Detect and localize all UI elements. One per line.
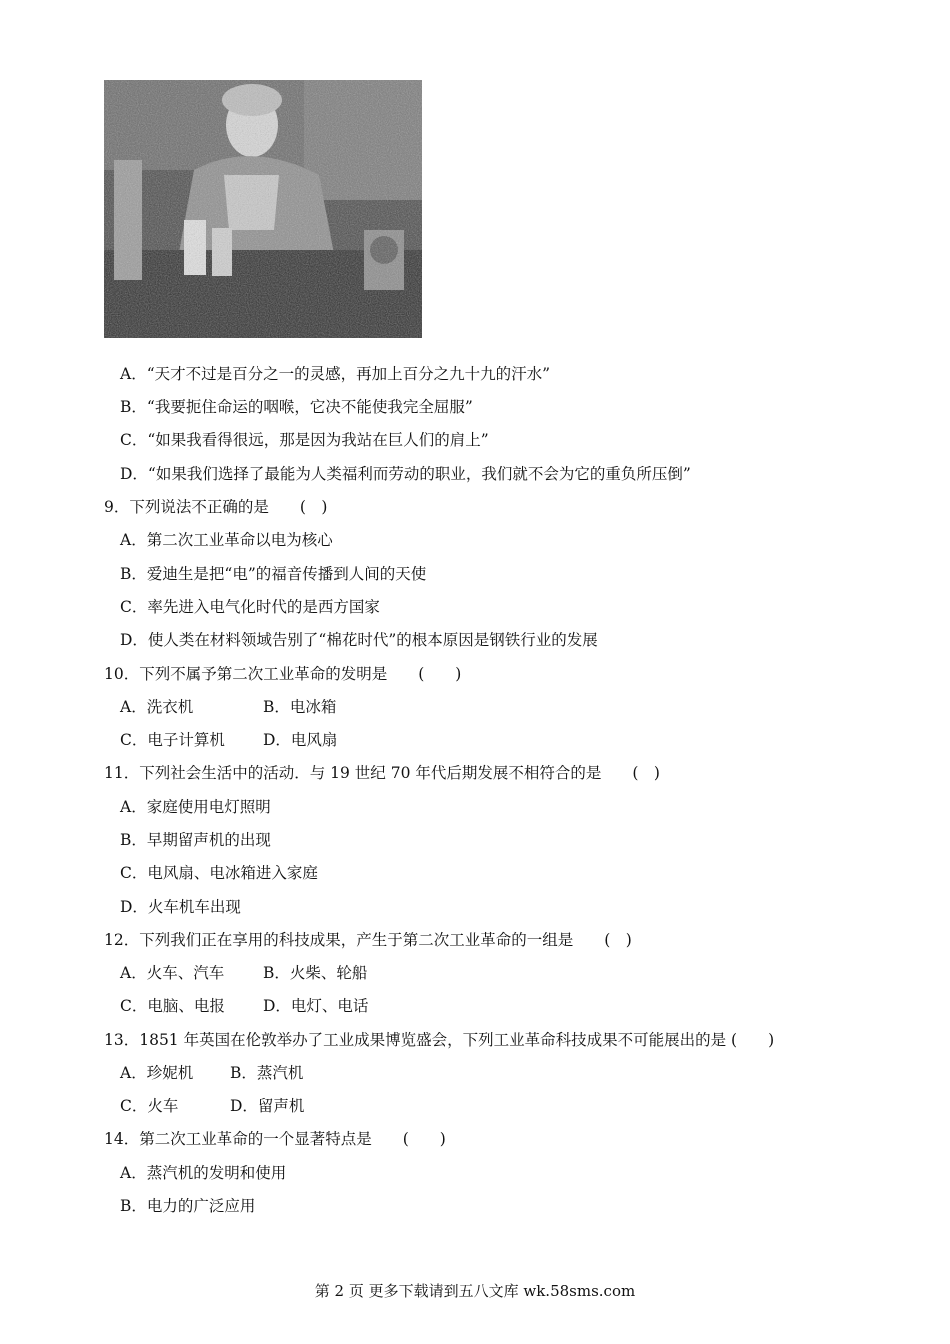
q8-option-c: C．“如果我看得很远，那是因为我站在巨人们的肩上” [120, 431, 489, 449]
q9-stem: 9．下列说法不正确的是 ( ) [104, 498, 328, 516]
historical-photo [104, 80, 422, 338]
q9-option-b: B．爱迪生是把“电”的福音传播到人间的天使 [120, 565, 427, 583]
page-footer: 第 2 页 更多下载请到五八文库 wk.58sms.com [314, 1282, 636, 1300]
q9-option-d: D．使人类在材料领域告别了“棉花时代”的根本原因是钢铁行业的发展 [120, 631, 598, 649]
q14-option-b: B．电力的广泛应用 [120, 1197, 256, 1215]
q12-option-c: C．电脑、电报 [120, 997, 225, 1015]
q8-option-b: B．“我要扼住命运的咽喉，它决不能使我完全屈服” [120, 398, 473, 416]
q10-option-a: A．洗衣机 [120, 698, 194, 716]
q11-option-c: C．电风扇、电冰箱进入家庭 [120, 864, 318, 882]
q10-option-d: D．电风扇 [263, 731, 338, 749]
q11-option-d: D．火车机车出现 [120, 898, 241, 916]
q13-option-d: D．留声机 [230, 1097, 305, 1115]
q11-option-b: B．早期留声机的出现 [120, 831, 271, 849]
q13-option-b: B．蒸汽机 [230, 1064, 304, 1082]
q14-stem: 14．第二次工业革命的一个显著特点是 ( ) [104, 1130, 446, 1148]
q11-option-a: A．家庭使用电灯照明 [120, 798, 271, 816]
q10-stem: 10．下列不属予第二次工业革命的发明是 ( ) [104, 665, 462, 683]
q14-option-a: A．蒸汽机的发明和使用 [120, 1164, 287, 1182]
q12-option-d: D．电灯、电话 [263, 997, 369, 1015]
q9-option-a: A．第二次工业革命以电为核心 [120, 531, 333, 549]
q11-stem: 11．下列社会生活中的活动．与 19 世纪 70 年代后期发展不相符合的是 ( ) [104, 764, 660, 782]
q12-option-a: A．火车、汽车 [120, 964, 225, 982]
q8-option-d: D．“如果我们选择了最能为人类福利而劳动的职业，我们就不会为它的重负所压倒” [120, 465, 691, 483]
q8-option-a: A．“天才不过是百分之一的灵感，再加上百分之九十九的汗水” [120, 365, 551, 383]
q13-stem: 13．1851 年英国在伦敦举办了工业成果博览盛会，下列工业革命科技成果不可能展出的是 ( ) [104, 1031, 775, 1049]
q12-stem: 12．下列我们正在享用的科技成果，产生于第二次工业革命的一组是 ( ) [104, 931, 632, 949]
q10-option-c: C．电子计算机 [120, 731, 225, 749]
q9-option-c: C．率先进入电气化时代的是西方国家 [120, 598, 380, 616]
q10-option-b: B．电冰箱 [263, 698, 337, 716]
q13-option-a: A．珍妮机 [120, 1064, 194, 1082]
q13-option-c: C．火车 [120, 1097, 179, 1115]
q12-option-b: B．火柴、轮船 [263, 964, 368, 982]
photo-figure-illustration [104, 80, 422, 338]
